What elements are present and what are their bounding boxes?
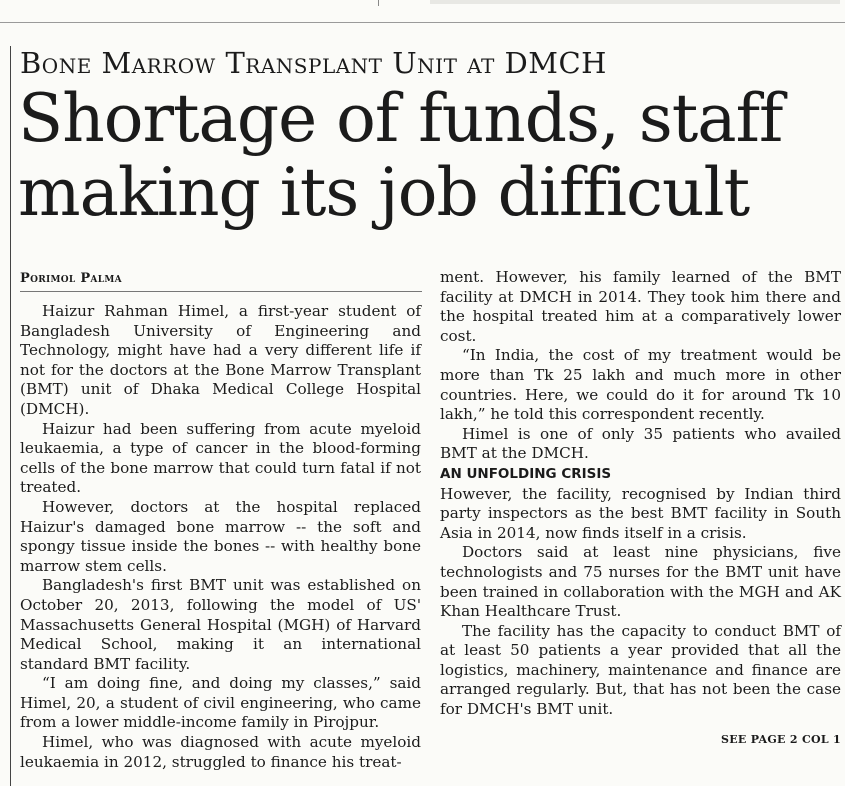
paragraph: Haizur Rahman Himel, a first-year student of Bangladesh University of Engineering and Technology, might have had a very different life if not for the doctors at the Bone Marrow Transplant (BMT) unit of Dhaka Medical College Hospital (DMCH). <box>20 302 421 418</box>
headline: Shortage of funds, staff making its job difficult <box>18 80 783 231</box>
paragraph: Himel is one of only 35 patients who availed BMT at the DMCH. <box>440 424 841 463</box>
article-column-1 <box>20 302 421 772</box>
article-column-2 <box>440 268 841 749</box>
top-edge-strip <box>430 0 840 4</box>
section-subhead: AN UNFOLDING CRISIS <box>440 465 612 482</box>
paragraph: “In India, the cost of my treatment would be more than Tk 25 lakh and much more in other countries. Here, we could do it for around Tk 10 lakh,” he told this correspondent recently. <box>440 346 841 424</box>
paragraph: Doctors said at least nine physicians, five technologists and 75 nurses for the BMT unit have been trained in collaboration with the MGH and AK Khan Healthcare Trust. <box>440 543 841 621</box>
paragraph: “I am doing fine, and doing my classes,” said Himel, 20, a student of civil engineering, who came from a lower middle-income family in Pirojpur. <box>20 674 421 732</box>
byline-rule <box>20 291 422 292</box>
paragraph: The facility has the capacity to conduct BMT of at least 50 patients a year provided that all the logistics, machinery, maintenance and finance are arranged regularly. But, that has not been the case for DMCH's BMT unit. <box>440 621 841 719</box>
kicker: Bone Marrow Transplant Unit at DMCH <box>20 46 607 80</box>
top-column-tick <box>378 0 379 6</box>
paragraph: However, the facility, recognised by Indian third party inspectors as the best BMT facility in South Asia in 2014, now finds itself in a crisis. <box>440 484 841 542</box>
page-top-rule <box>0 22 845 23</box>
paragraph: Haizur had been suffering from acute myeloid leukaemia, a type of cancer in the blood-forming cells of the bone marrow that could turn fatal if not treated. <box>20 419 421 497</box>
paragraph: Bangladesh's first BMT unit was established on October 20, 2013, following the model of US' Massachusetts General Hospital (MGH) of Harvard Medical School, making it an international standard BMT facility. <box>20 576 421 673</box>
paragraph-continuation: ment. However, his family learned of the BMT facility at DMCH in 2014. They took him there and the hospital treated him at a comparatively lower cost. <box>440 268 841 345</box>
jump-line: SEE PAGE 2 COL 1 <box>721 732 841 746</box>
paragraph: However, doctors at the hospital replaced Haizur's damaged bone marrow -- the soft and spongy tissue inside the bones -- with healthy bone marrow stem cells. <box>20 497 421 575</box>
paragraph: Himel, who was diagnosed with acute myeloid leukaemia in 2012, struggled to finance his treat- <box>20 733 421 771</box>
byline: Porimol Palma <box>20 271 122 286</box>
left-column-rule <box>10 46 11 786</box>
